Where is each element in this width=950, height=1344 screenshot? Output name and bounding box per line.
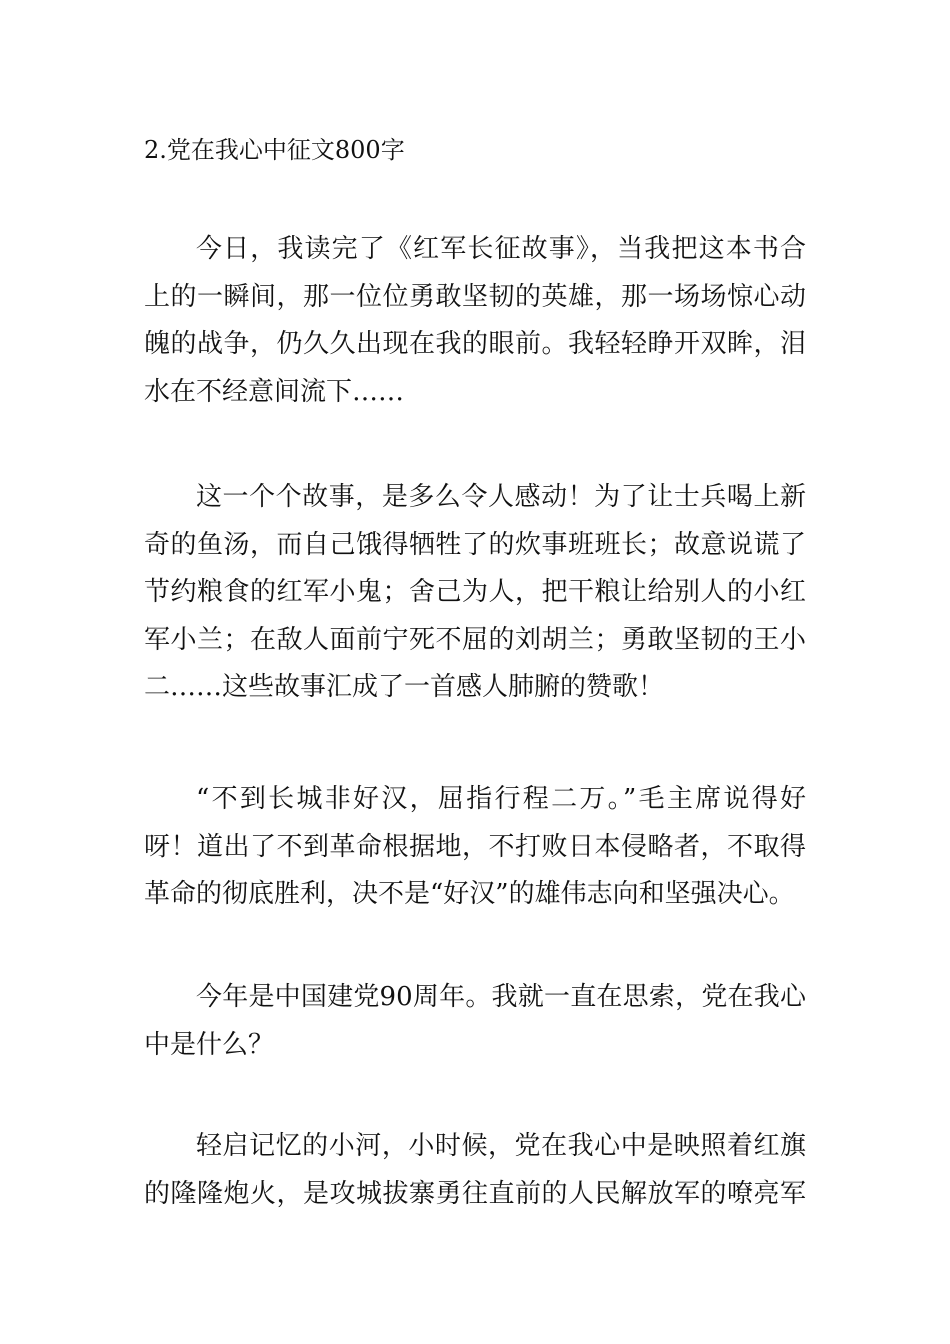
paragraph-line: 这一个个故事，是多么令人感动！为了让士兵喝上新 — [196, 482, 806, 512]
paragraph-5 — [144, 1123, 806, 1218]
paragraph-line: 革命的彻底胜利，决不是“好汉”的雄伟志向和坚强决心。 — [144, 879, 795, 909]
paragraph-line: 的隆隆炮火，是攻城拔寨勇往直前的人民解放军的嘹亮军 — [144, 1178, 806, 1209]
paragraph-line: 奇的鱼汤，而自己饿得牺牲了的炊事班班长；故意说谎了 — [144, 529, 806, 560]
paragraph-line: 军小兰；在敌人面前宁死不屈的刘胡兰；勇敢坚韧的王小 — [144, 624, 806, 655]
paragraph-line: 水在不经意间流下…… — [144, 376, 405, 407]
paragraph-line: “不到长城非好汉，屈指行程二万。”毛主席说得好 — [196, 784, 806, 814]
paragraph-line: 魄的战争，仍久久出现在我的眼前。我轻轻睁开双眸，泪 — [144, 329, 806, 359]
paragraph-line: 呀！道出了不到革命根据地，不打败日本侵略者，不取得 — [144, 831, 806, 862]
paragraph-line: 轻启记忆的小河，小时候，党在我心中是映照着红旗 — [196, 1131, 806, 1161]
paragraph-line: 今年是中国建党90周年。我就一直在思索，党在我心 — [196, 982, 806, 1012]
paragraph-1 — [144, 226, 806, 416]
paragraph-4 — [144, 974, 806, 1069]
paragraph-line: 二……这些故事汇成了一首感人肺腑的赞歌！ — [144, 672, 665, 702]
paragraph-line: 节约粮食的红军小鬼；舍己为人，把干粮让给别人的小红 — [144, 577, 806, 607]
paragraph-2 — [144, 474, 806, 712]
paragraph-line: 中是什么？ — [144, 1029, 275, 1060]
paragraph-3 — [144, 776, 806, 919]
paragraph-line: 今日，我读完了《红军长征故事》，当我把这本书合 — [196, 234, 806, 264]
paragraph-line: 上的一瞬间，那一位位勇敢坚韧的英雄，那一场场惊心动 — [144, 281, 806, 312]
document-heading: 2.党在我心中征文800字 — [144, 136, 405, 164]
